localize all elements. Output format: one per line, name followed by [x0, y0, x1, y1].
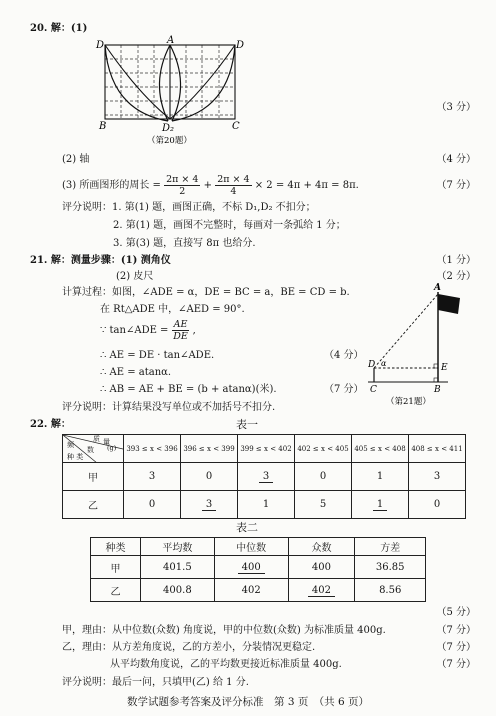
page-footer: 数学试题参考答案及评分标准 第 3 页 （共 6 页） [127, 696, 369, 708]
fig21-label-alpha: α [381, 359, 387, 368]
q20-score-1: （3 分） [436, 102, 476, 113]
table2-cell: 401.5 [140, 556, 214, 579]
fig21-label-b: B [434, 385, 441, 395]
q22-reason-2: 乙，理由：从方差角度说，乙的方差小，分装情况更稳定. [62, 642, 316, 653]
table2-cell: 8.56 [355, 579, 426, 602]
q22-table1-title: 表一 [236, 418, 258, 431]
q21-frac-num: AE [173, 319, 188, 330]
fig20-label-d2: D₂ [162, 123, 175, 134]
table2-cell: 甲 [91, 556, 141, 579]
q20-part3-plus: + [203, 180, 216, 191]
table1-cell-value: 1 [373, 499, 387, 511]
q22-head: 22. 解： [30, 419, 71, 430]
table2-cell: 402 [214, 579, 288, 602]
q20-frac1 [164, 174, 200, 197]
q20-part3 [62, 172, 359, 200]
table2-cell: 36.85 [355, 556, 426, 579]
q22-score-b: （7 分） [436, 625, 476, 636]
table2-cell [288, 579, 355, 602]
table1-col-header: 405 ≤ x < 408 [352, 435, 409, 463]
table2-cell-value: 400 [238, 562, 265, 574]
q22-table2-title: 表二 [236, 521, 258, 534]
q20-part3-pre: (3) 所画图形的周长 = [62, 180, 165, 191]
table1-cell: 5 [295, 491, 352, 519]
fig20-label-a: A [167, 35, 175, 46]
table1-cell-value: 3 [259, 471, 273, 483]
table1-corner-num: 数 [87, 446, 94, 454]
q21-calc-3-pre: ∵ tan∠ADE = [100, 325, 172, 336]
table2-cell: 400.8 [140, 579, 214, 602]
q21-frac-den: DE [173, 331, 188, 342]
table1-cell: 3 [124, 463, 181, 491]
table1-cell [181, 491, 238, 519]
table2-col-header: 种类 [91, 538, 141, 556]
fig20-caption: （第20题） [147, 136, 192, 145]
q21-head: 21. 解：测量步骤：(1) 测角仪 [30, 255, 171, 266]
fig20-label-d-left: D [96, 40, 105, 51]
q21-calc-6: ∴ AB = AE + BE = (b + atanα)(米). [100, 384, 277, 395]
table1-cell: 0 [181, 463, 238, 491]
table2-cell: 乙 [91, 579, 141, 602]
table2-col-header: 众数 [288, 538, 355, 556]
table2-cell: 400 [288, 556, 355, 579]
table1-corner-mid: 量 [103, 438, 110, 446]
q21-calc-1: 计算过程：如图，∠ADE = α，DE = BC = a，BE = CD = b. [62, 287, 350, 298]
q20-frac2-num: 2π × 4 [217, 174, 250, 185]
table1-col-header: 393 ≤ x < 396 [124, 435, 181, 463]
q21-figure [368, 282, 468, 406]
q21-score-c: （4 分） [324, 350, 364, 361]
table1-cell: 3 [409, 463, 466, 491]
table1-cell [238, 463, 295, 491]
fig21-label-d: D [368, 360, 376, 370]
fig21-label-a: A [434, 283, 441, 293]
q20-score-2: （4 分） [436, 154, 476, 165]
table1-col-header: 402 ≤ x < 405 [295, 435, 352, 463]
q21-calc-3 [100, 318, 196, 344]
q21-score-b: （2 分） [436, 271, 476, 282]
fig21-caption: （第21题） [386, 397, 431, 406]
q21-note: 评分说明：计算结果没写单位或不加括号不扣分. [62, 402, 276, 413]
q22-reason-1: 甲，理由：从中位数(众数) 角度说，甲的中位数(众数) 为标准质量 400g. [62, 625, 386, 636]
q21-calc-4: ∴ AE = DE · tan∠ADE. [100, 350, 215, 361]
table1-corner-unit: (g) [107, 444, 117, 452]
q22-table1 [62, 434, 466, 519]
q20-note-1: 评分说明：1. 第(1) 题，画图正确，不标 D₁,D₂ 不扣分； [62, 202, 316, 213]
q21-calc-3-post: , [192, 325, 196, 336]
fig20-label-d-right: D [236, 40, 245, 51]
q20-score-3: （7 分） [436, 180, 476, 191]
table2-col-header: 中位数 [214, 538, 288, 556]
table1-col-header: 396 ≤ x < 399 [181, 435, 238, 463]
fig21-label-e: E [441, 363, 448, 373]
q20-frac1-num: 2π × 4 [166, 174, 199, 185]
q21-frac [172, 319, 190, 342]
table2-cell-value: 402 [308, 585, 335, 597]
table1-cell: 1 [352, 463, 409, 491]
q20-part3-post: × 2 = 4π + 4π = 8π. [254, 180, 359, 191]
table2-cell [214, 556, 288, 579]
table1-cell: 0 [409, 491, 466, 519]
table1-row-label: 乙 [63, 491, 124, 519]
q20-figure [90, 33, 250, 145]
q21-score-a: （1 分） [436, 255, 476, 266]
q22-score-a: （5 分） [436, 607, 476, 618]
table1-col-header: 399 ≤ x < 402 [238, 435, 295, 463]
table1-corner-kind: 种 类 [67, 453, 84, 461]
table1-cell: 0 [295, 463, 352, 491]
table1-cell: 0 [124, 491, 181, 519]
fig20-label-b: B [99, 121, 107, 132]
table2-col-header: 平均数 [140, 538, 214, 556]
fig20-label-c: C [232, 121, 240, 132]
table1-corner-freq: 频 [67, 441, 74, 449]
table1-cell: 1 [238, 491, 295, 519]
table1-corner-top: 质 [93, 435, 100, 443]
q22-table2 [90, 537, 426, 602]
table2-col-header: 方差 [355, 538, 426, 556]
table1-cell-value: 3 [202, 499, 216, 511]
table1-row-label: 甲 [63, 463, 124, 491]
q22-reason-3: 从平均数角度说，乙的平均数更接近标准质量 400g. [110, 659, 342, 670]
q20-part2: (2) 轴 [62, 154, 90, 165]
table1-corner [63, 435, 124, 463]
q21-calc-2: 在 Rt△ADE 中，∠AED = 90°. [100, 304, 245, 315]
table1-cell [352, 491, 409, 519]
q20-note-2: 2. 第(1) 题，画图不完整时，每画对一条弧给 1 分； [113, 220, 346, 231]
q21-score-d: （7 分） [324, 384, 364, 395]
q20-frac1-den: 2 [179, 186, 186, 197]
q20-frac2 [215, 174, 251, 197]
q22-score-d: （7 分） [436, 659, 476, 670]
q20-head: 20. 解：(1) [30, 23, 88, 34]
q21-line2: (2) 皮尺 [116, 271, 154, 282]
q20-note-3: 3. 第(3) 题，直接写 8π 也给分. [113, 238, 256, 249]
q22-note: 评分说明：最后一问，只填甲(乙) 给 1 分. [62, 677, 249, 688]
table1-col-header: 408 ≤ x < 411 [409, 435, 466, 463]
fig21-label-c: C [370, 385, 377, 395]
q20-frac2-den: 4 [230, 186, 237, 197]
q22-score-c: （7 分） [436, 642, 476, 653]
q21-calc-5: ∴ AE = atanα. [100, 367, 172, 378]
